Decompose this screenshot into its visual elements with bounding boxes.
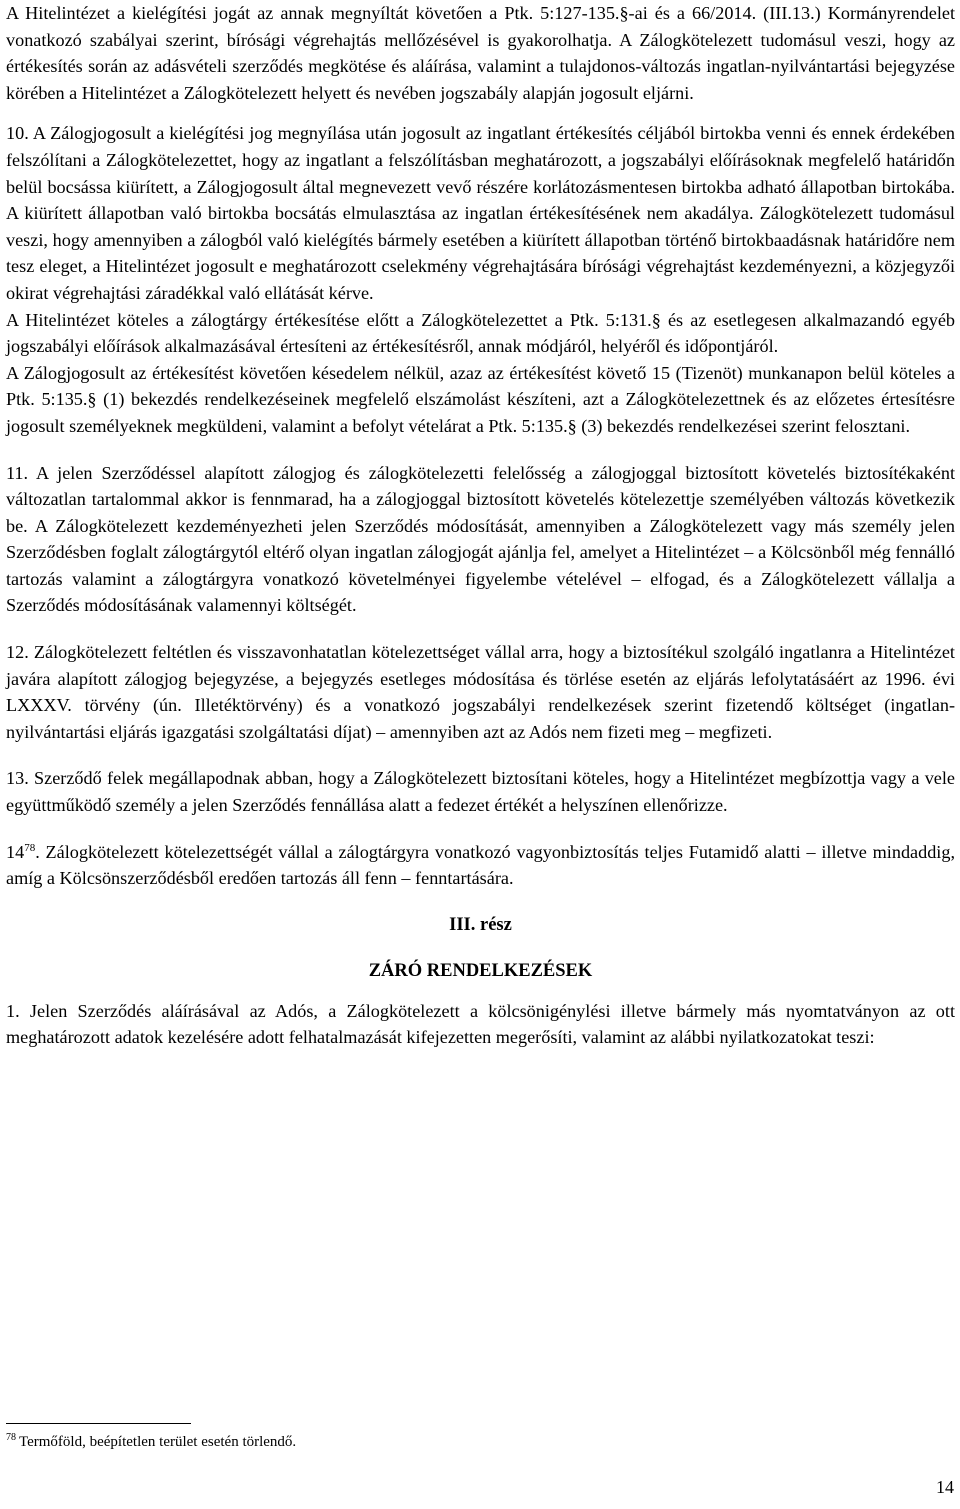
section-14-text: . Zálogkötelezett kötelezettségét vállal a zálogtárgyra vonatkozó vagyonbiztosítás teljes Futamidő alatti – illetve mindaddig, amíg a Kölcsönszerződésből eredően tartozás áll fenn – fenntartására. bbox=[6, 841, 955, 889]
spacer bbox=[6, 106, 955, 120]
closing-provisions-heading: ZÁRÓ RENDELKEZÉSEK bbox=[368, 960, 593, 981]
section-10-paragraph-3: A Zálogjogosult az értékesítést követően késedelem nélkül, azaz az értékesítést követő 15 (Tizenöt) munkanapon belül köteles a Ptk. 5:135.§ (1) bekezdés rendelkezéseinek megfelelő elszámolást készíteni, azt a Zálogkötelezettnek és az előzetes értesítésre jogosult személyeknek megküldeni, valamint a befolyt vételárat a Ptk. 5:135.§ (3) bekezdés rendelkezései szerint felosztani. bbox=[6, 362, 955, 436]
section-10-paragraph-2: A Hitelintézet köteles a zálogtárgy értékesítése előtt a Zálogkötelezettet a Ptk. 5:131.§ és az esetlegesen alkalmazandó egyéb jogszabályi előírások alkalmazásával értesíteni az értékesítésről, annak módjáról, helyéről és időpontjáról. bbox=[6, 309, 955, 357]
footnote-divider bbox=[6, 1423, 191, 1424]
page-number: 14 bbox=[936, 1477, 954, 1497]
section-11-paragraph: 11. A jelen Szerződéssel alapított zálogjog és zálogkötelezetti felelősség a zálogjoggal biztosított követelés biztosítékaként változatlan tartalommal akkor is fennmarad, ha a zálogjoggal biztosított követelés kötelezettje személyében változás következik be. A Zálogkötelezett kezdeményezheti jelen Szerződés módosítását, amennyiben a Zálogkötelezett vagy más személy jelen Szerződésben foglalt zálogtárgytól eltérő olyan ingatlan zálogjogát ajánlja fel, amelyet a Hitelintézet – a Kölcsönből még fennálló tartozás valamint a zálogtárgyra vonatkozó követelményei figyelembe vételével – elfogad, és a Zálogkötelezett vállalja a Szerződés módosításának valamennyi költségét. bbox=[6, 462, 955, 616]
closing-paragraph: 1. Jelen Szerződés aláírásával az Adós, a Zálogkötelezett a kölcsönigénylési illetve bármely más nyomtatványon az ott meghatározott adatok kezelésére adott felhatalmazását kifejezetten megerősíti, valamint az alábbi nyilatkozatokat teszi: bbox=[6, 1000, 955, 1048]
spacer bbox=[6, 892, 955, 912]
part-heading: III. rész bbox=[449, 914, 512, 935]
spacer bbox=[6, 819, 955, 839]
section-13-paragraph: 13. Szerződő felek megállapodnak abban, hogy a Zálogkötelezett biztosítani köteles, hogy a Hitelintézet megbízottja vagy a vele együttműködő személy a jelen Szerződés fennállása alatt a fedezet értékét a helyszínen ellenőrizze. bbox=[6, 768, 955, 816]
spacer bbox=[6, 745, 955, 765]
footnote-mark: 78 bbox=[6, 1432, 16, 1443]
spacer bbox=[6, 938, 955, 958]
intro-paragraph: A Hitelintézet a kielégítési jogát az annak megnyíltát követően a Ptk. 5:127-135.§-ai és a 66/2014. (III.13.) Kormányrendelet vonatkozó szabályai szerint, bírósági végrehajtás mellőzésével is gyakorolhatja. A Zálogkötelezett tudomásul veszi, hogy az értékesítés során az adásvételi szerződés megkötése és aláírása, valamint a tulajdonos-változás ingatlan-nyilvántartási bejegyzése körében a Hitelintézet a Zálogkötelezett helyett és nevében jogszabály alapján jogosult eljárni. bbox=[6, 3, 955, 103]
section-12-paragraph: 12. Zálogkötelezett feltétlen és visszavonhatatlan kötelezettséget vállal arra, hogy a biztosítékul szolgáló ingatlanra a Hitelintézet javára alapított zálogjog bejegyzése, a bejegyzés esetleges módosítása és törlése esetén az eljárás lefolytatásáért az 1996. évi LXXXV. törvény (ún. Illetéktörvény) és a vonatkozó jogszabályi rendelkezések szerint fizetendő költséget (ingatlan-nyilvántartási eljárás igazgatási szolgáltatási díjat) – amennyiben azt az Adós nem fizeti meg – megfizeti. bbox=[6, 642, 955, 742]
section-10-paragraph-1: 10. A Zálogjogosult a kielégítési jog megnyílása után jogosult az ingatlant értékesítés céljából birtokba venni és ennek érdekében felszólítani a Zálogkötelezettet, hogy az ingatlant a felszólításban meghatározott, a jogszabályi előírásoknak megfelelő határidőn belül bocsássa kiürített, a Zálogjogosult által megnevezett vevő részére korlátozásmentesen birtokba adható állapotban birtokába. A kiürített állapotban való birtokba bocsátás elmulasztása az ingatlan értékesítésének nem akadálya. Zálogkötelezett tudomásul veszi, hogy amennyiben a zálogból való kielégítés bármely esetében a kiürített állapotban történő birtokbaadásnak határidőre nem tesz eleget, a Hitelintézet jogosult e meghatározott cselekmény végrehajtására bírósági végrehajtást kezdeményezni, a közjegyzői okirat végrehajtási záradékkal való ellátását kérve. bbox=[6, 123, 955, 303]
footnote bbox=[6, 1432, 296, 1452]
section-14-number: 14 bbox=[6, 841, 25, 862]
section-14-paragraph bbox=[6, 839, 955, 892]
document-page bbox=[6, 0, 955, 1051]
footnote-text: Termőföld, beépítetlen terület esetén törlendő. bbox=[19, 1434, 297, 1450]
footnote-reference[interactable]: 78 bbox=[24, 841, 36, 854]
spacer bbox=[6, 984, 955, 998]
spacer bbox=[6, 619, 955, 639]
spacer bbox=[6, 440, 955, 460]
